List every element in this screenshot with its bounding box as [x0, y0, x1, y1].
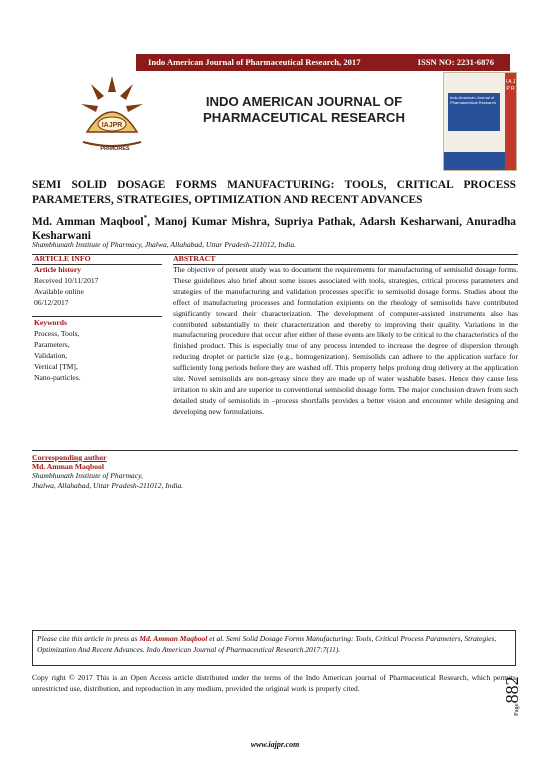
info-divider-rule — [32, 316, 162, 317]
footer-url[interactable]: www.iajpr.com — [250, 740, 300, 749]
corresponding-author-address: Jhalwa, Allahabad, Uttar Pradesh-211012, India. — [32, 481, 184, 490]
article-history-label: Article history — [34, 265, 82, 274]
masthead-line-1: INDO AMERICAN JOURNAL OF — [205, 94, 403, 109]
corresponding-author-block — [32, 453, 332, 491]
page-number — [502, 650, 532, 716]
keyword-item: Process, Tools, — [34, 328, 80, 338]
abstract-heading: ABSTRACT — [173, 254, 216, 263]
masthead-line-2: PHARMACEUTICAL RESEARCH — [203, 110, 405, 125]
citation-rest: et al. Semi Solid Dosage Forms Manufacturing: Tools, Critical Process Parameters, Strategies, Optimization And Recent Advances. Indo American Journal of Pharmaceutical Research.2017:7(11). — [37, 634, 497, 654]
keywords-block — [34, 318, 164, 383]
keyword-item: Parameters, — [34, 339, 70, 349]
bottom-rule — [32, 450, 518, 451]
received-date: Received 10/11/2017 — [34, 275, 99, 285]
keywords-label: Keywords — [34, 318, 67, 327]
logo-caption: PRIMORES — [100, 146, 130, 152]
citation-box — [32, 630, 516, 666]
keyword-item: Vertical [TM], — [34, 361, 78, 371]
issn: ISSN NO: 2231-6876 — [417, 57, 494, 67]
available-online: Available online — [34, 286, 84, 296]
citation-text — [37, 633, 513, 655]
abstract-text: The objective of present study was to document the requirements for manufacturing of semisolid dosage forms. These guidelines also brief about some issues associated with tools, strategies, critical process parameters and strategies of the manufacturing and validation processes specific to semisolid dosage forms. Studies about the effect of manufacturing processes and formulation exipients on the rheology of semisolids have contributed significantly toward their characterization. The development of computer-assisted instruments also has contributed substantially to their characterization and thereby to improving their quality. Variations in the manufacturing procedure that occur after either of these events are likely to be critical to the characteristics of the finished product. This is especially true of any process intended to increase the degree of dispersion through reducing droplet or particle size (e.g., homogenization). Semisolids can adhere to the application surface for sufficiently long periods before they are washed off. This property helps prolong drug delivery at the application site. Novel semisolids are non-greasy since they are made up of water washable bases. Hence they cause less irritation to skin and are superior to conventional semisolid dosage form. The major conclusion drawn from such detailed study of semisolids in –process shortfalls provides a better vision and encounter while designing and developing new formulations. — [173, 265, 518, 416]
article-authors — [32, 211, 516, 243]
page-number-rotated — [502, 650, 532, 716]
cover-title: Indo American Journal of Pharmaceutical Research — [450, 95, 496, 105]
corresponding-author-institute: Shambhunath Institute of Pharmacy, — [32, 471, 143, 480]
online-date: 06/12/2017 — [34, 297, 69, 307]
cover-stripe-letters: I A J P R — [505, 79, 516, 92]
svg-text:IAJPR: IAJPR — [101, 122, 123, 129]
article-title: SEMI SOLID DOSAGE FORMS MANUFACTURING: TOOLS, CRITICAL PROCESS PARAMETERS, STRATEGIES, OPTIMIZATION AND RECENT ADVANCES — [32, 179, 516, 206]
journal-cover-thumbnail — [443, 72, 517, 171]
author-affiliation: Shambhunath Institute of Pharmacy, Jhalwa, Allahabad, Uttar Pradesh-211012, India. — [32, 240, 297, 249]
copyright-notice: Copy right © 2017 This is an Open Access article distributed under the terms of the Indo American journal of Pharmaceutical Research, which permits unrestricted use, distribution, and reproduction in any medium, provided the original work is properly cited. — [32, 673, 516, 693]
top-rule — [32, 254, 518, 255]
author-asterisk: * — [143, 214, 148, 222]
page-word: Page — [513, 703, 520, 716]
cover-bottom-band — [444, 152, 505, 170]
corresponding-author-heading: Corresponding author — [32, 453, 107, 462]
keyword-item: Validation, — [34, 350, 68, 360]
first-author: Md. Amman Maqbool — [32, 215, 144, 228]
page-number-value: 882 — [502, 676, 522, 704]
article-history — [34, 265, 164, 309]
journal-header-band — [136, 54, 510, 71]
keyword-item: Nano-particles. — [34, 372, 81, 382]
citation-author: Md. Amman Maqbool — [139, 634, 208, 643]
other-authors: , Manoj Kumar Mishra, Supriya Pathak, Adarsh Kesharwani, Anuradha Kesharwani — [32, 215, 516, 242]
corresponding-author-name: Md. Amman Maqbool — [32, 462, 104, 471]
article-info-heading: ARTICLE INFO — [34, 254, 91, 263]
journal-name: Indo American Journal of Pharmaceutical Research, 2017 — [148, 57, 361, 67]
citation-prefix: Please cite this article in press as — [37, 634, 140, 643]
journal-masthead — [184, 94, 424, 126]
